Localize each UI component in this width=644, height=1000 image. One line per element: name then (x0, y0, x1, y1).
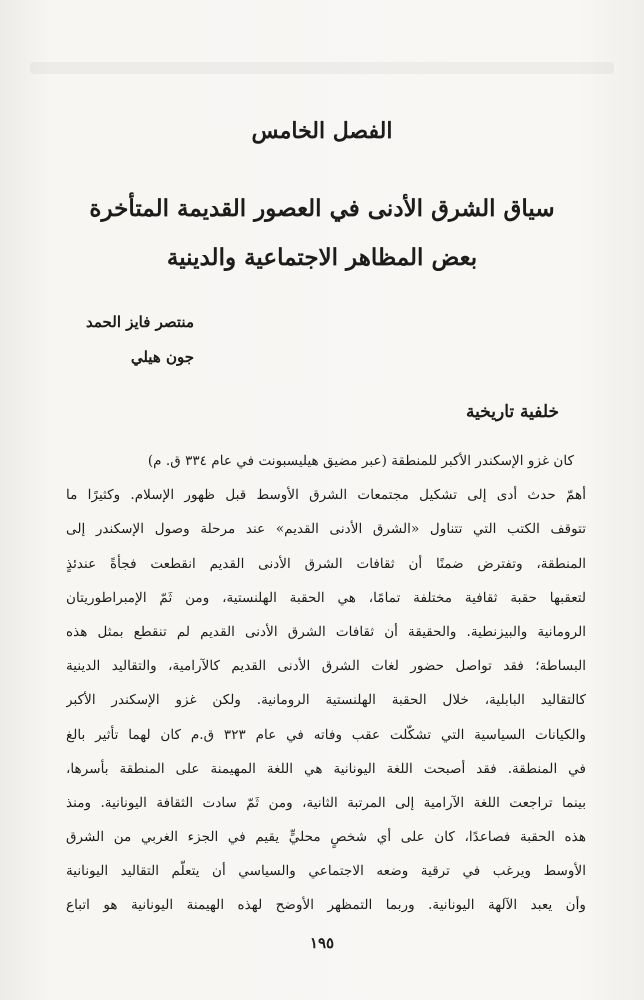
body-line: الأوسط ويرغب في ترقية وضعه الاجتماعي والسياسي أن يتعلّم التقاليد اليونانية (66, 863, 586, 880)
body-line: كان غزو الإسكندر الأكبر للمنطقة (عبر مضيق هيليسبونت في عام ٣٣٤ ق. م) (147, 453, 574, 469)
body-line: وأن يعبد الآلهة اليونانية. وربما التمظهر الأوضح لهذه الهيمنة اليونانية هو اتباع (66, 897, 586, 914)
body-line: تتوقف الكتب التي تتناول «الشرق الأدنى القديم» عند مرحلة وصول الإسكندر إلى (66, 521, 586, 538)
body-line: أهمّ حدث أدى إلى تشكيل مجتمعات الشرق الأوسط قبل ظهور الإسلام. وكثيرًا ما (66, 487, 586, 504)
chapter-heading: الفصل الخامس (251, 118, 393, 144)
chapter-title-line-1: سياق الشرق الأدنى في العصور القديمة المتأخرة (89, 195, 555, 222)
body-line: لتعقبها حقبة ثقافية مختلفة تمامًا، هي الحقبة الهلنستية، ومن ثَمّ الإمبراطوريتان (66, 589, 586, 606)
body-line: الرومانية والبيزنطية. والحقيقة أن ثقافات الشرق الأدنى القديم لم تنقطع بمثل هذه (66, 623, 586, 640)
body-line: هذه الحقبة فصاعدًا، كان على أي شخصٍ محليٍّ يقيم في الجزء الغربي من الشرق (66, 829, 586, 846)
page-number: ١٩٥ (309, 934, 335, 952)
chapter-title-line-2: بعض المظاهر الاجتماعية والدينية (166, 244, 478, 271)
body-line: والكيانات السياسية التي تشكّلت عقب وفاته في عام ٣٢٣ ق.م كان لهما تأثير بالغ (66, 726, 586, 743)
show-through-text (30, 62, 614, 74)
body-text (66, 444, 586, 923)
author-name: منتصر فايز الحمد (86, 313, 194, 331)
body-line: المنطقة، وتفترض ضمنًا أن ثقافات الشرق الأدنى القديم انقطعت فجأةً عندئذٍ (66, 555, 586, 572)
body-line: البساطة؛ فقد تواصل حضور لغات الشرق الأدنى القديم كالآرامية، والتقاليد الدينية (66, 658, 586, 675)
body-line: كالتقاليد البابلية، خلال الحقبة الهلنستية الرومانية. ولكن غزو الإسكندر الأكبر (66, 692, 586, 709)
body-line: في المنطقة. فقد أصبحت اللغة اليونانية هي اللغة المهيمنة على المنطقة بأسرها، (66, 760, 586, 777)
section-heading: خلفية تاريخية (466, 402, 559, 422)
body-line: بينما تراجعت اللغة الآرامية إلى المرتبة الثانية، ومن ثَمّ سادت الثقافة اليونانية. ومنذ (66, 794, 586, 811)
author-name: جون هيلي (130, 348, 194, 366)
